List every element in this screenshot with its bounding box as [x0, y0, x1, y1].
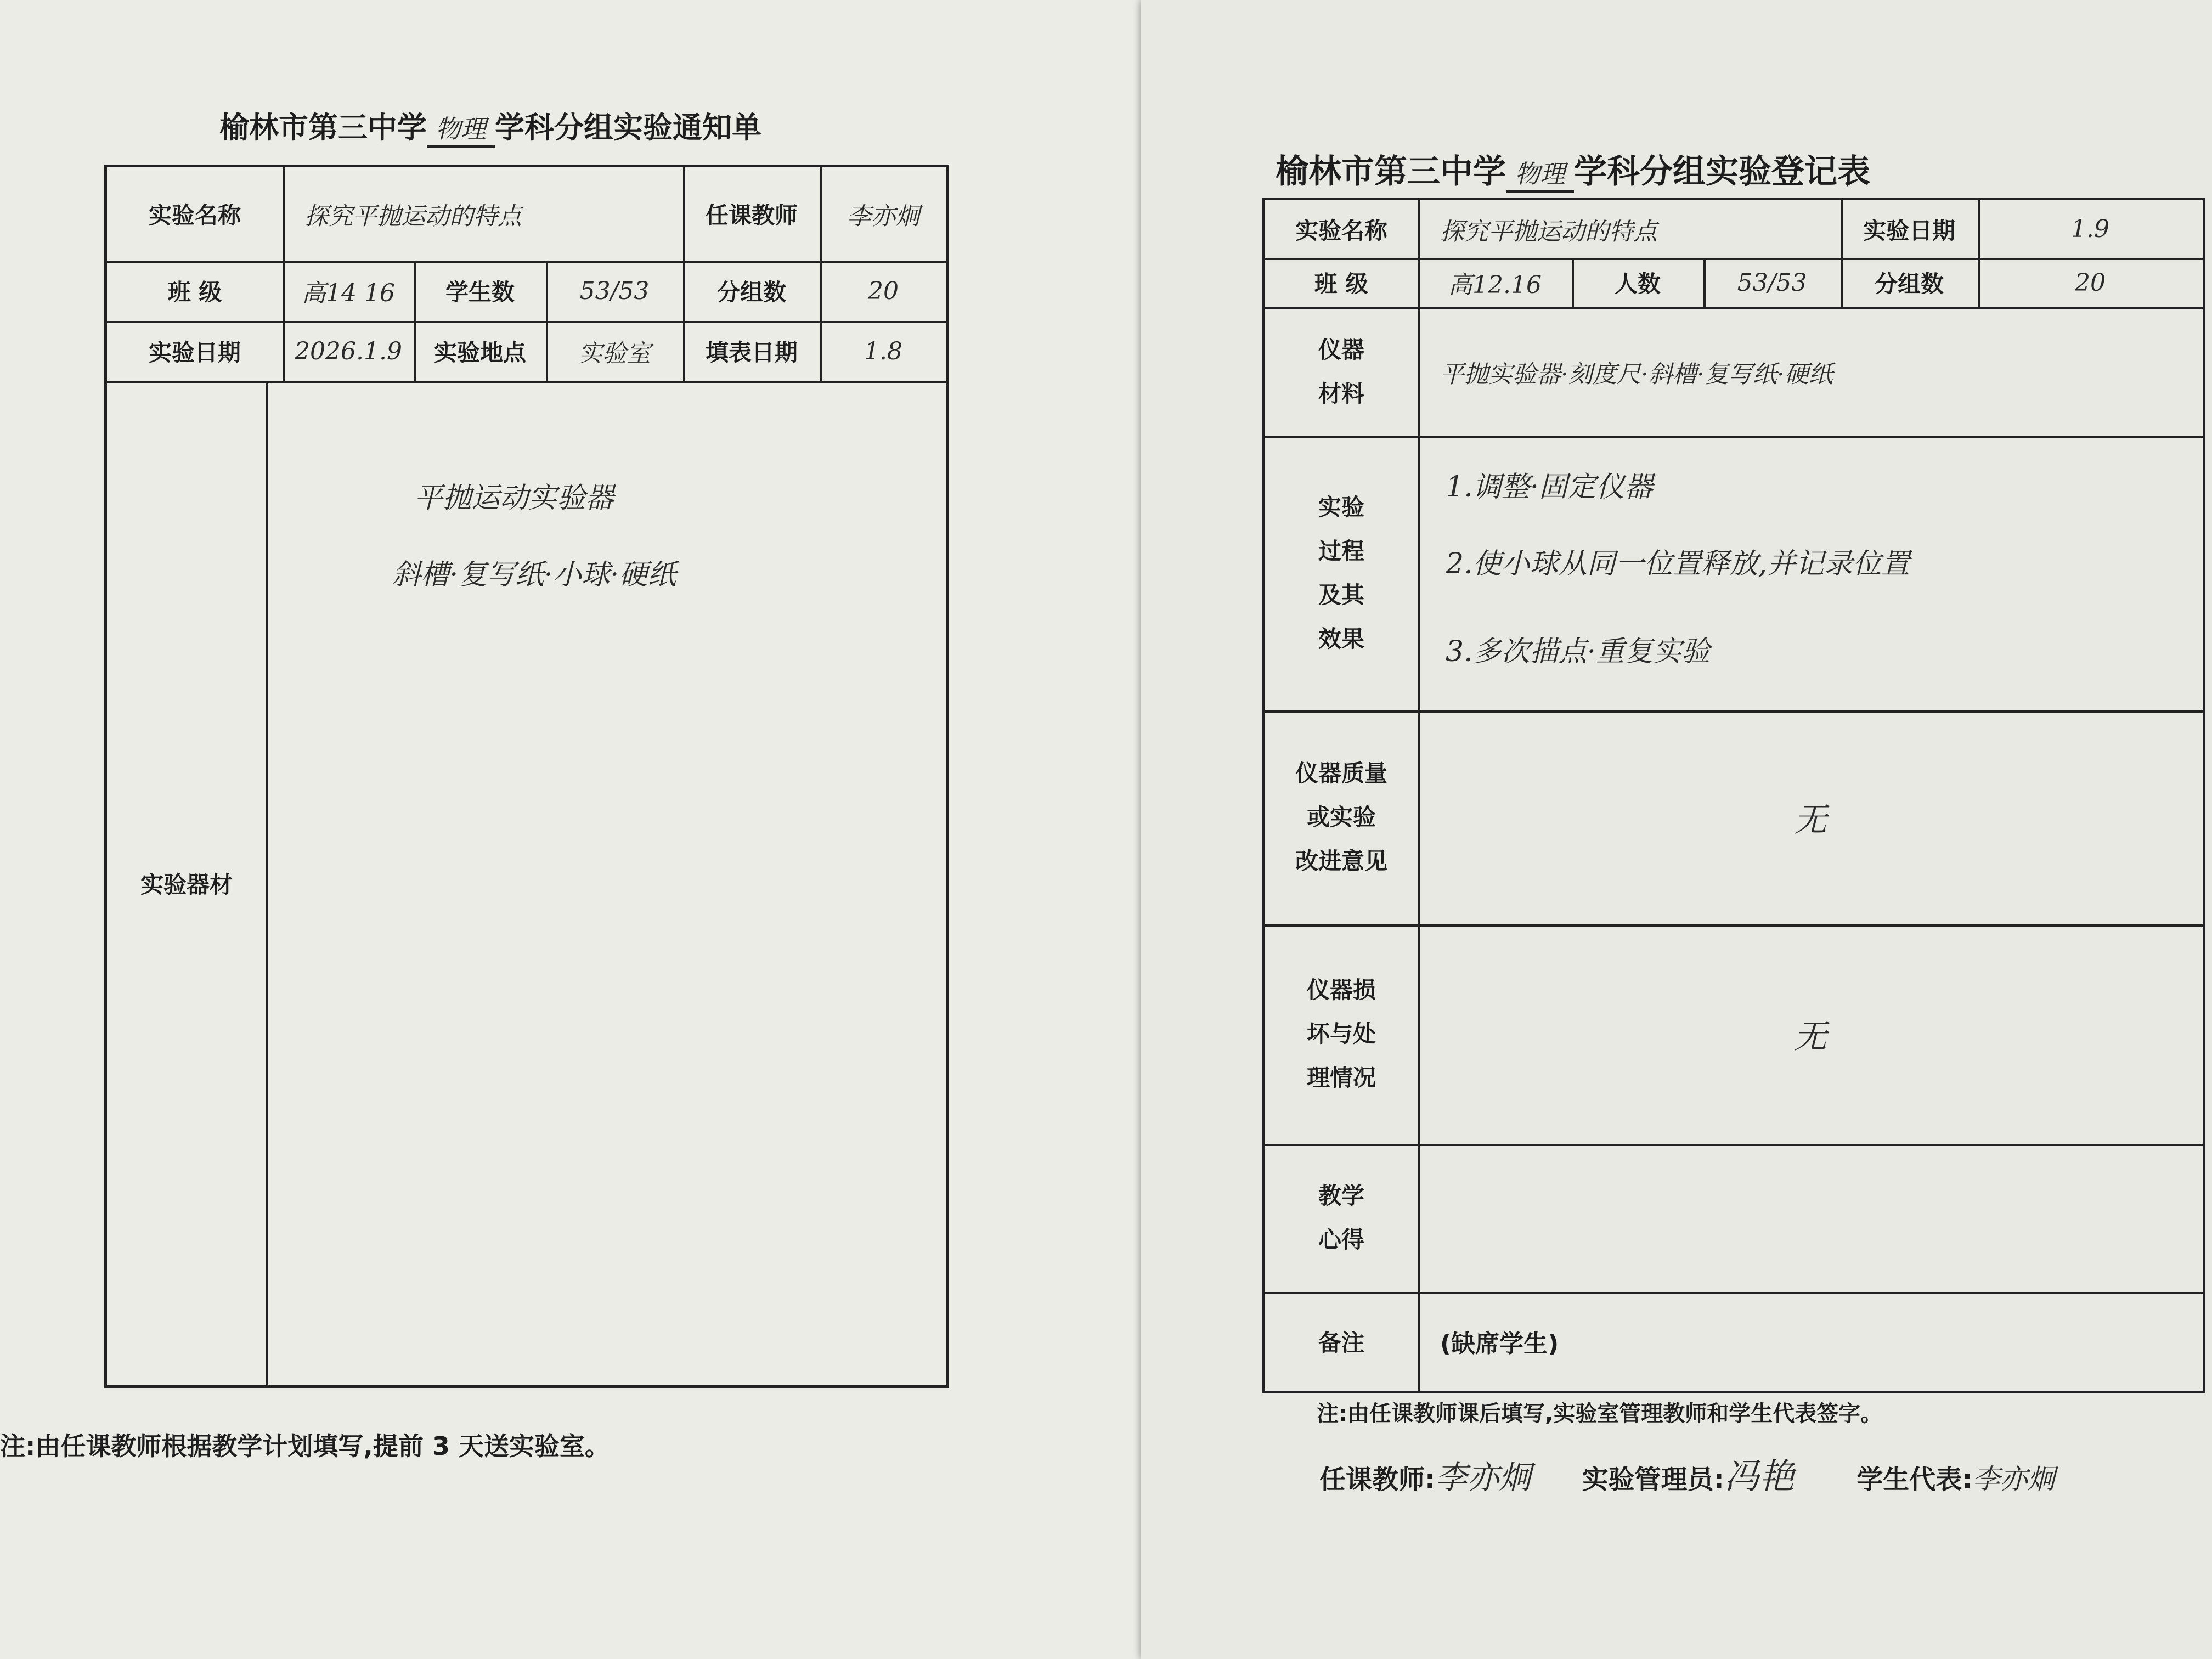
register-sheet	[1141, 0, 2212, 1659]
value-exp-name: 探究平抛运动的特点	[304, 202, 522, 230]
label-groups: 分组数	[716, 279, 786, 306]
value-groups: 20	[2075, 268, 2106, 297]
label-process: 实验 过程 及其 效果	[1318, 494, 1364, 652]
sign-student: 李亦炯	[1972, 1463, 2055, 1495]
process-line-2: 2.使小球从同一位置释放,并记录位置	[1446, 548, 1910, 580]
process-line-3: 3.多次描点·重复实验	[1446, 635, 1711, 668]
value-date: 2026.1.9	[295, 337, 402, 365]
value-class: 高14 16	[302, 279, 395, 307]
title-suffix: 学科分组实验通知单	[495, 110, 761, 145]
notice-footnote: 注:由任课教师根据教学计划填写,提前 3 天送实验室。	[0, 1431, 610, 1461]
sign-teacher: 李亦炯	[1435, 1459, 1531, 1496]
label-class: 班 级	[1314, 270, 1369, 297]
value-reflection	[1418, 1144, 2203, 1292]
value-remarks: (缺席学生)	[1440, 1330, 1559, 1358]
value-place: 实验室	[578, 340, 651, 368]
value-exp-date: 1.9	[2071, 215, 2109, 243]
label-teacher: 任课教师	[705, 202, 798, 229]
title-subject: 物理	[427, 109, 495, 148]
title-subject: 物理	[1506, 154, 1574, 193]
equipment-line-1: 平抛运动实验器	[414, 482, 614, 515]
value-fill-date: 1.8	[864, 337, 902, 365]
label-exp-date: 实验日期	[1863, 217, 1955, 244]
label-remarks: 备注	[1318, 1329, 1364, 1356]
label-count: 人数	[1614, 270, 1661, 297]
label-equipment: 实验器材	[140, 871, 233, 898]
label-exp-name: 实验名称	[148, 202, 241, 229]
value-exp-name: 探究平抛运动的特点	[1440, 217, 1657, 246]
notice-title	[219, 104, 761, 148]
title-school: 榆林市第三中学	[1276, 153, 1506, 191]
equipment-line-2: 斜槽·复写纸·小球·硬纸	[392, 558, 676, 591]
process-line-1: 1.调整·固定仪器	[1446, 471, 1654, 504]
label-damage: 仪器损 坏与处 理情况	[1306, 977, 1376, 1091]
register-title	[1276, 145, 1870, 193]
notice-form	[104, 165, 949, 1388]
value-count: 53/53	[1737, 268, 1807, 297]
signature-row	[1319, 1448, 2055, 1499]
label-fill-date: 填表日期	[705, 339, 798, 366]
label-class: 班 级	[167, 279, 222, 306]
label-place: 实验地点	[433, 339, 526, 366]
value-students: 53/53	[579, 276, 650, 305]
title-school: 榆林市第三中学	[219, 110, 427, 145]
title-suffix: 学科分组实验登记表	[1574, 153, 1870, 191]
value-teacher: 李亦炯	[847, 202, 919, 230]
label-exp-name: 实验名称	[1295, 217, 1387, 244]
register-form	[1262, 198, 2205, 1393]
sign-admin-label: 实验管理员:	[1582, 1464, 1724, 1495]
label-students: 学生数	[445, 279, 515, 306]
value-groups: 20	[868, 276, 899, 305]
value-class: 高12.16	[1448, 271, 1542, 299]
sign-teacher-label: 任课教师:	[1319, 1464, 1436, 1495]
label-materials: 仪器 材料	[1318, 336, 1364, 407]
value-damage: 无	[1794, 1018, 1827, 1056]
label-groups: 分组数	[1874, 270, 1944, 297]
label-quality: 仪器质量 或实验 改进意见	[1295, 760, 1387, 874]
value-materials: 平抛实验器·刻度尺·斜槽·复写纸·硬纸	[1440, 360, 1833, 388]
register-footnote: 注:由任课教师课后填写,实验室管理教师和学生代表签字。	[1317, 1401, 1883, 1426]
label-date: 实验日期	[148, 339, 241, 366]
sign-student-label: 学生代表:	[1857, 1464, 1973, 1495]
label-reflection: 教学 心得	[1318, 1182, 1364, 1253]
sign-admin: 冯艳	[1724, 1457, 1795, 1497]
value-quality: 无	[1794, 801, 1827, 839]
